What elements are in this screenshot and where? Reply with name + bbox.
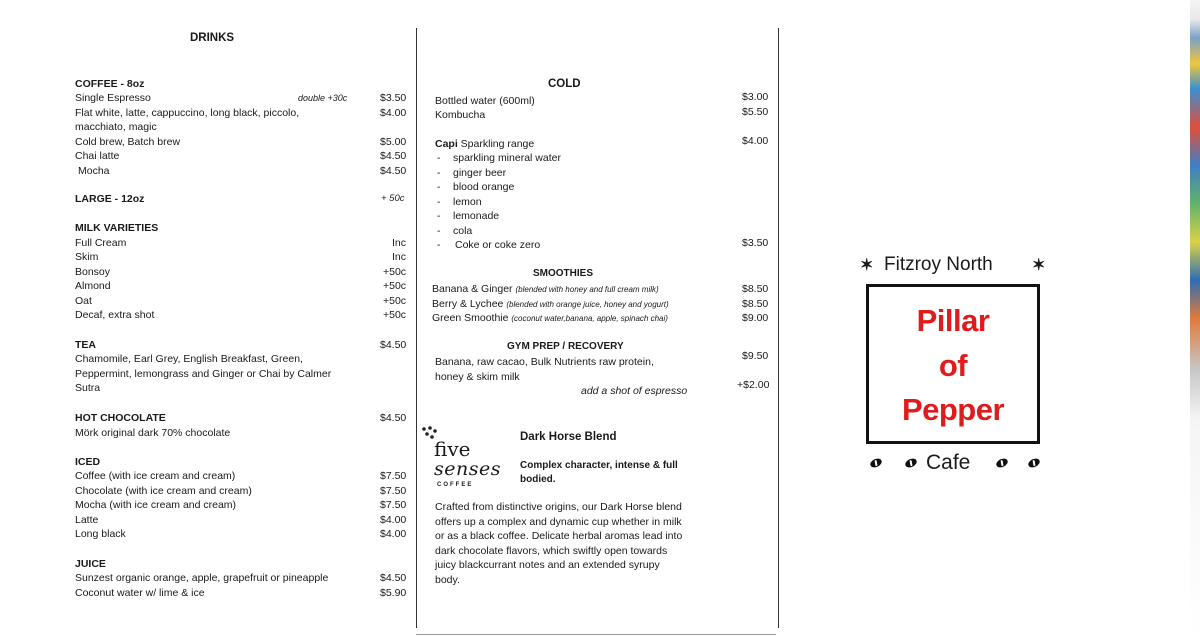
- iced-item-price: $7.50: [380, 499, 407, 511]
- capi-item: lemonade: [453, 210, 500, 222]
- brand-five: five: [434, 437, 471, 461]
- iced-item: Long black: [75, 528, 126, 540]
- capi-price: $4.00: [742, 135, 769, 147]
- tea-line3: Sutra: [75, 382, 101, 394]
- hot-chocolate-desc: Mörk original dark 70% chocolate: [75, 427, 231, 439]
- coffee-bean-icon: [1027, 457, 1041, 469]
- brand-senses: senses: [434, 458, 501, 480]
- cold-brew-price: $5.00: [380, 136, 407, 148]
- single-espresso: Single Espresso: [75, 92, 151, 104]
- gym-line1: Banana, raw cacao, Bulk Nutrients raw protein,: [435, 356, 654, 368]
- dark-horse-desc-line: offers up a complex and dynamic cup whether in milk: [435, 516, 682, 528]
- smoothie-item: [432, 297, 669, 312]
- smoothie-price: $8.50: [742, 298, 769, 310]
- dark-horse-desc-line: dark chocolate flavors, which swiftly open towards: [435, 545, 668, 557]
- coffee-bean-icon: [869, 457, 883, 469]
- capi-item: cola: [453, 225, 473, 237]
- brand-coffee: COFFEE: [437, 482, 474, 488]
- tea-line1: Chamomile, Earl Grey, English Breakfast, Green,: [75, 353, 303, 365]
- milk-item-price: +50c: [383, 309, 407, 321]
- smoothie-name: Berry & Lychee: [432, 298, 504, 310]
- star-icon-right: ✶: [1032, 257, 1046, 274]
- smoothies-heading: SMOOTHIES: [533, 268, 594, 279]
- tea-heading: TEA: [75, 339, 96, 351]
- milk-item-price: +50c: [383, 295, 407, 307]
- hot-chocolate-price: $4.50: [380, 412, 407, 424]
- milk-item-price: +50c: [383, 266, 407, 278]
- chai-latte-price: $4.50: [380, 150, 407, 162]
- iced-item: Latte: [75, 514, 99, 526]
- bottled-water: Bottled water (600ml): [435, 95, 535, 107]
- capi-dash: -: [437, 167, 441, 179]
- capi-brand: Capi: [435, 138, 458, 150]
- juice-item: Sunzest organic orange, apple, grapefruit or pineapple: [75, 572, 329, 584]
- capi-item: ginger beer: [453, 167, 507, 179]
- coffee-bean-icon: [904, 457, 918, 469]
- capi-dash: -: [437, 196, 441, 208]
- five-senses-logo: [420, 425, 515, 495]
- milk-coffee-line1: Flat white, latte, cappuccino, long black, piccolo,: [75, 107, 300, 119]
- capi-dash: -: [437, 181, 441, 193]
- large-heading: LARGE - 12oz: [75, 193, 145, 205]
- hot-chocolate-heading: HOT CHOCOLATE: [75, 412, 166, 424]
- milk-item: Bonsoy: [75, 266, 111, 278]
- logo-location: Fitzroy North: [884, 254, 993, 275]
- coffee-bean-icon: [995, 457, 1009, 469]
- gym-addon: add a shot of espresso: [581, 385, 688, 397]
- capi-range-label: Sparkling range: [457, 138, 535, 150]
- capi-item: sparkling mineral water: [453, 152, 561, 164]
- tea-price: $4.50: [380, 339, 407, 351]
- cold-heading: COLD: [548, 78, 581, 90]
- bottom-divider: [416, 634, 776, 635]
- smoothie-item: [432, 282, 659, 297]
- double-note: double +30c: [298, 93, 348, 103]
- chai-latte: Chai latte: [75, 150, 120, 162]
- capi-item: Coke or coke zero: [455, 239, 541, 251]
- juice-item-price: $5.90: [380, 587, 407, 599]
- coke-price: $3.50: [742, 237, 769, 249]
- smoothie-name: Green Smoothie: [432, 312, 509, 324]
- milk-item: Full Cream: [75, 237, 127, 249]
- capi-item: blood orange: [453, 181, 515, 193]
- capi-dash: -: [437, 210, 441, 222]
- dark-horse-desc-line: Crafted from distinctive origins, our Dark Horse blend: [435, 501, 682, 513]
- logo-pillar: Pillar: [916, 303, 990, 338]
- smoothie-price: $9.00: [742, 312, 769, 324]
- milk-item: Almond: [75, 280, 111, 292]
- smoothie-item: [432, 311, 668, 326]
- kombucha: Kombucha: [435, 109, 486, 121]
- juice-item-price: $4.50: [380, 572, 407, 584]
- logo-pepper: Pepper: [901, 392, 1005, 427]
- iced-item: Mocha (with ice cream and cream): [75, 499, 237, 511]
- dark-horse-tagline1: Complex character, intense & full: [520, 460, 678, 471]
- iced-item: Coffee (with ice cream and cream): [75, 470, 236, 482]
- gym-heading: GYM PREP / RECOVERY: [507, 341, 624, 352]
- capi-range: [435, 137, 534, 151]
- iced-item-price: $7.50: [380, 470, 407, 482]
- star-icon-left: ✶: [860, 257, 874, 274]
- bottled-water-price: $3.00: [742, 91, 769, 103]
- dark-horse-tagline2: bodied.: [520, 474, 556, 485]
- milk-item-price: Inc: [392, 237, 407, 249]
- milk-item: Decaf, extra shot: [75, 309, 155, 321]
- dark-horse-desc-line: or as a black coffee. Delicate herbal aromas lead into: [435, 530, 683, 542]
- gym-addon-price: +$2.00: [737, 379, 770, 391]
- large-price: + 50c: [381, 193, 405, 204]
- photo-strip: [1190, 0, 1200, 637]
- kombucha-price: $5.50: [742, 106, 769, 118]
- smoothie-note: (blended with orange juice, honey and yogurt): [506, 300, 669, 309]
- gym-line2: honey & skim milk: [435, 371, 520, 383]
- iced-heading: ICED: [75, 456, 101, 468]
- drinks-title: DRINKS: [190, 32, 235, 44]
- milk-heading: MILK VARIETIES: [75, 222, 159, 234]
- tea-line2: Peppermint, lemongrass and Ginger or Chai by Calmer: [75, 368, 332, 380]
- smoothie-note: (blended with honey and full cream milk): [515, 285, 659, 294]
- coffee-heading: COFFEE - 8oz: [75, 78, 145, 90]
- iced-item-price: $4.00: [380, 514, 407, 526]
- milk-item-price: +50c: [383, 280, 407, 292]
- milk-coffee-price: $4.00: [380, 107, 407, 119]
- capi-dash: -: [437, 225, 441, 237]
- logo-of: of: [938, 348, 968, 383]
- iced-item-price: $4.00: [380, 528, 407, 540]
- column-divider-left: [416, 28, 417, 628]
- capi-item: lemon: [453, 196, 482, 208]
- capi-dash: -: [437, 152, 441, 164]
- smoothie-price: $8.50: [742, 283, 769, 295]
- smoothie-note: (coconut water,banana, apple, spinach chai): [511, 314, 668, 323]
- column-divider-right: [778, 28, 779, 628]
- milk-item: Oat: [75, 295, 92, 307]
- logo-cafe: Cafe: [926, 451, 971, 474]
- milk-coffee-line2: macchiato, magic: [75, 121, 157, 133]
- dark-horse-desc-line: juicy blackcurrant notes and an extended syrupy: [435, 559, 660, 571]
- capi-dash: -: [437, 239, 441, 251]
- single-espresso-price: $3.50: [380, 92, 407, 104]
- mocha: Mocha: [78, 165, 110, 177]
- gym-price: $9.50: [742, 350, 769, 362]
- mocha-price: $4.50: [380, 165, 407, 177]
- smoothie-name: Banana & Ginger: [432, 283, 513, 295]
- iced-item-price: $7.50: [380, 485, 407, 497]
- milk-item-price: Inc: [392, 251, 407, 263]
- milk-item: Skim: [75, 251, 99, 263]
- iced-item: Chocolate (with ice cream and cream): [75, 485, 252, 497]
- cold-brew: Cold brew, Batch brew: [75, 136, 181, 148]
- juice-item: Coconut water w/ lime & ice: [75, 587, 205, 599]
- logo-frame: [866, 284, 1040, 444]
- dark-horse-title: Dark Horse Blend: [520, 431, 617, 443]
- juice-heading: JUICE: [75, 558, 106, 570]
- dark-horse-desc-line: body.: [435, 574, 460, 586]
